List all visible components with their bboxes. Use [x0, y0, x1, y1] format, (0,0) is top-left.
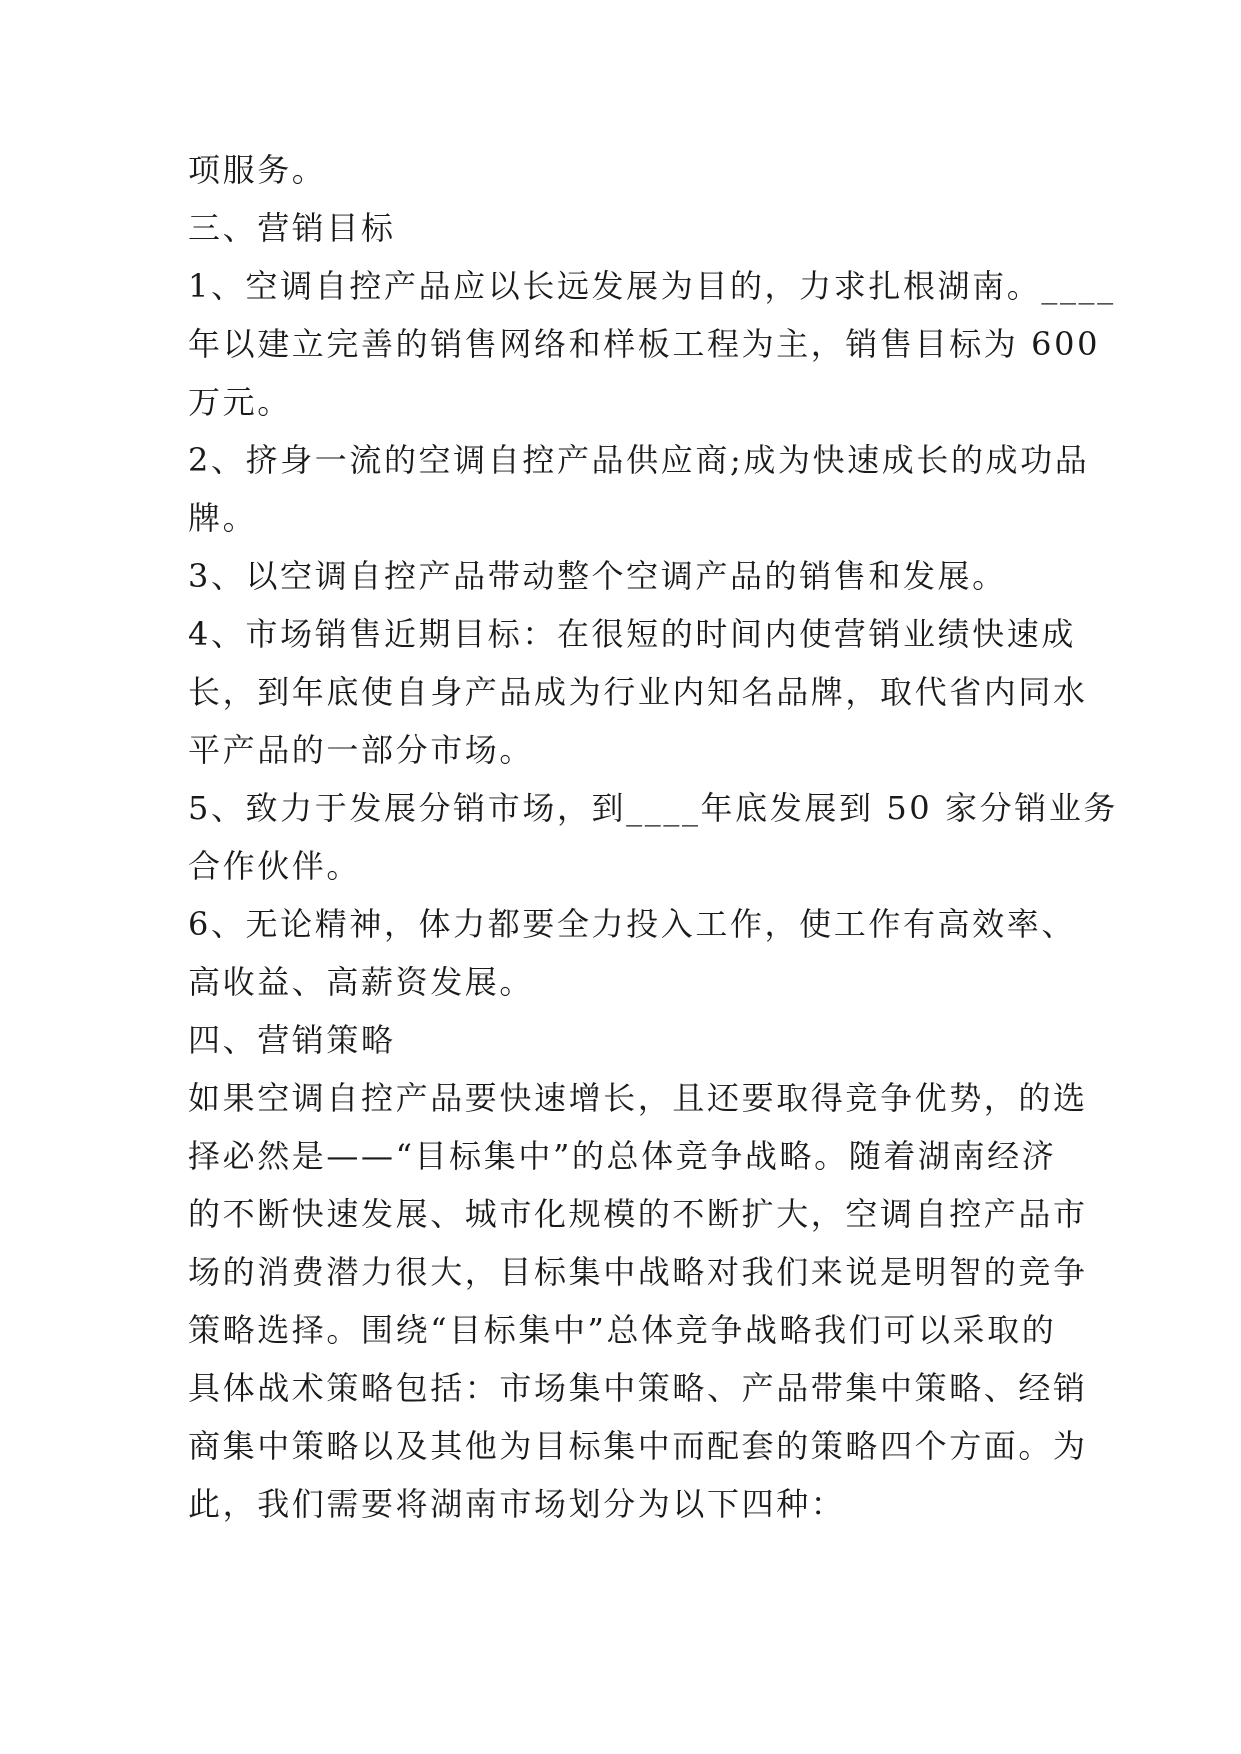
text-line: 商集中策略以及其他为目标集中而配套的策略四个方面。为 [188, 1427, 1088, 1465]
text-line: 4、市场销售近期目标：在很短的时间内使营销业绩快速成 [188, 615, 1076, 653]
text-line: 3、以空调自控产品带动整个空调产品的销售和发展。 [188, 557, 1007, 595]
text-line: 平产品的一部分市场。 [188, 731, 535, 769]
section-heading-marketing-strategy: 四、营销策略 [188, 1021, 396, 1059]
section-heading-marketing-goals: 三、营销目标 [188, 209, 396, 247]
text-line: 的不断快速发展、城市化规模的不断扩大，空调自控产品市 [188, 1195, 1088, 1233]
text-line: 牌。 [188, 499, 258, 537]
text-line: 万元。 [188, 383, 292, 421]
text-line: 策略选择。围绕“目标集中”总体竞争战略我们可以采取的 [188, 1311, 1057, 1349]
text-line: 长，到年底使自身产品成为行业内知名品牌，取代省内同水 [188, 673, 1088, 711]
text-line: 2、挤身一流的空调自控产品供应商;成为快速成长的成功品 [188, 441, 1090, 479]
text-line: 具体战术策略包括：市场集中策略、产品带集中策略、经销 [188, 1369, 1088, 1407]
text-line: 如果空调自控产品要快速增长，且还要取得竞争优势，的选 [188, 1079, 1088, 1117]
text-line: 高收益、高薪资发展。 [188, 963, 535, 1001]
text-line: 合作伙伴。 [188, 847, 362, 885]
text-line: 此，我们需要将湖南市场划分为以下四种： [188, 1485, 846, 1523]
text-line: 场的消费潜力很大，目标集中战略对我们来说是明智的竞争 [188, 1253, 1088, 1291]
text-line: 6、无论精神，体力都要全力投入工作，使工作有高效率、 [188, 905, 1076, 943]
text-line: 择必然是——“目标集中”的总体竞争战略。随着湖南经济 [188, 1137, 1057, 1175]
text-line: 5、致力于发展分销市场，到____年底发展到 50 家分销业务 [188, 789, 1119, 827]
text-line: 项服务。 [188, 151, 327, 189]
text-line: 1、空调自控产品应以长远发展为目的，力求扎根湖南。____ [188, 267, 1116, 305]
text-line: 年以建立完善的销售网络和样板工程为主，销售目标为 600 [188, 325, 1101, 363]
